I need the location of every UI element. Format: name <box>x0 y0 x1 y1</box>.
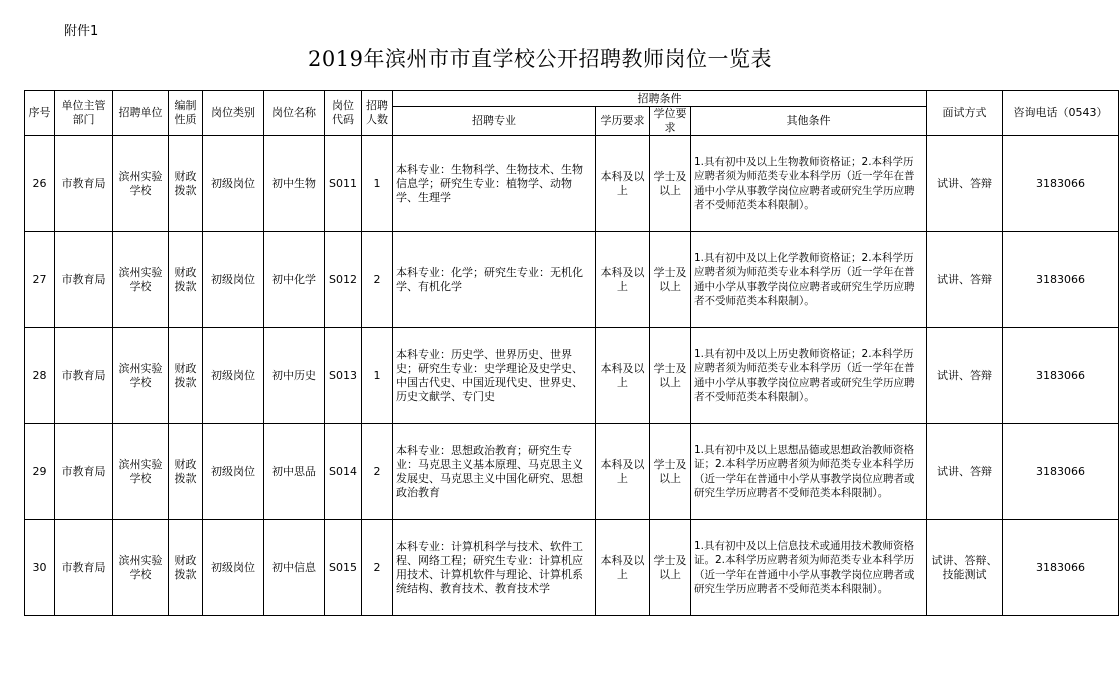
header-post-code: 岗位代码 <box>325 91 362 136</box>
header-interview: 面试方式 <box>927 91 1003 136</box>
cell-interview: 试讲、答辩 <box>927 232 1003 328</box>
cell-category: 初级岗位 <box>203 520 264 616</box>
header-education: 学历要求 <box>596 107 650 136</box>
table-row <box>25 424 1119 520</box>
cell-interview: 试讲、答辩 <box>927 328 1003 424</box>
cell-other: 1.具有初中及以上化学教师资格证；2.本科学历应聘者须为师范类专业本科学历（近一学年在普通中小学从事教学岗位应聘者或研究生学历应聘者不受师范类本科限制）。 <box>691 232 927 328</box>
cell-phone: 3183066 <box>1003 328 1119 424</box>
cell-dept: 市教育局 <box>55 136 113 232</box>
cell-category: 初级岗位 <box>203 136 264 232</box>
cell-phone: 3183066 <box>1003 232 1119 328</box>
header-post-name: 岗位名称 <box>264 91 325 136</box>
header-dept: 单位主管部门 <box>55 91 113 136</box>
cell-staffing: 财政拨款 <box>169 232 203 328</box>
cell-degree: 学士及以上 <box>650 232 691 328</box>
cell-unit: 滨州实验学校 <box>113 424 169 520</box>
cell-seq: 26 <box>25 136 55 232</box>
header-unit: 招聘单位 <box>113 91 169 136</box>
table-row <box>25 328 1119 424</box>
cell-interview: 试讲、答辩、技能测试 <box>927 520 1003 616</box>
table-row <box>25 136 1119 232</box>
header-major: 招聘专业 <box>393 107 596 136</box>
header-degree: 学位要求 <box>650 107 691 136</box>
cell-phone: 3183066 <box>1003 136 1119 232</box>
header-category: 岗位类别 <box>203 91 264 136</box>
cell-category: 初级岗位 <box>203 232 264 328</box>
attachment-label: 附件1 <box>64 24 99 39</box>
cell-category: 初级岗位 <box>203 424 264 520</box>
cell-staffing: 财政拨款 <box>169 424 203 520</box>
header-other: 其他条件 <box>691 107 927 136</box>
cell-post-name: 初中历史 <box>264 328 325 424</box>
cell-count: 1 <box>362 136 393 232</box>
cell-major: 本科专业：生物科学、生物技术、生物信息学；研究生专业：植物学、动物学、生理学 <box>393 136 596 232</box>
header-seq: 序号 <box>25 91 55 136</box>
header-conditions: 招聘条件 <box>393 91 927 107</box>
cell-post-name: 初中生物 <box>264 136 325 232</box>
cell-post-code: S013 <box>325 328 362 424</box>
cell-education: 本科及以上 <box>596 424 650 520</box>
cell-degree: 学士及以上 <box>650 328 691 424</box>
cell-other: 1.具有初中及以上思想品德或思想政治教师资格证；2.本科学历应聘者须为师范类专业本科学历（近一学年在普通中小学从事教学岗位应聘者或研究生学历应聘者不受师范类本科限制）。 <box>691 424 927 520</box>
cell-dept: 市教育局 <box>55 328 113 424</box>
cell-major: 本科专业：化学；研究生专业：无机化学、有机化学 <box>393 232 596 328</box>
header-staffing: 编制性质 <box>169 91 203 136</box>
cell-major: 本科专业：计算机科学与技术、软件工程、网络工程；研究生专业：计算机应用技术、计算机软件与理论、计算机系统结构、教育技术、教育技术学 <box>393 520 596 616</box>
cell-education: 本科及以上 <box>596 328 650 424</box>
table-row <box>25 232 1119 328</box>
header-phone: 咨询电话（0543） <box>1003 91 1119 136</box>
cell-post-name: 初中化学 <box>264 232 325 328</box>
cell-post-code: S011 <box>325 136 362 232</box>
cell-count: 1 <box>362 328 393 424</box>
cell-major: 本科专业：历史学、世界历史、世界史；研究生专业：史学理论及史学史、中国古代史、中国近现代史、世界史、历史文献学、专门史 <box>393 328 596 424</box>
cell-education: 本科及以上 <box>596 232 650 328</box>
cell-count: 2 <box>362 520 393 616</box>
cell-post-name: 初中思品 <box>264 424 325 520</box>
cell-post-code: S015 <box>325 520 362 616</box>
recruitment-table <box>24 90 1119 616</box>
cell-interview: 试讲、答辩 <box>927 424 1003 520</box>
cell-seq: 29 <box>25 424 55 520</box>
cell-staffing: 财政拨款 <box>169 136 203 232</box>
cell-degree: 学士及以上 <box>650 136 691 232</box>
cell-category: 初级岗位 <box>203 328 264 424</box>
cell-seq: 30 <box>25 520 55 616</box>
cell-interview: 试讲、答辩 <box>927 136 1003 232</box>
cell-education: 本科及以上 <box>596 520 650 616</box>
cell-other: 1.具有初中及以上历史教师资格证；2.本科学历应聘者须为师范类专业本科学历（近一学年在普通中小学从事教学岗位应聘者或研究生学历应聘者不受师范类本科限制）。 <box>691 328 927 424</box>
cell-other: 1.具有初中及以上信息技术或通用技术教师资格证。2.本科学历应聘者须为师范类专业本科学历（近一学年在普通中小学从事教学岗位应聘者或研究生学历应聘者不受师范类本科限制）。 <box>691 520 927 616</box>
cell-seq: 28 <box>25 328 55 424</box>
cell-dept: 市教育局 <box>55 520 113 616</box>
cell-staffing: 财政拨款 <box>169 328 203 424</box>
cell-education: 本科及以上 <box>596 136 650 232</box>
cell-phone: 3183066 <box>1003 520 1119 616</box>
cell-phone: 3183066 <box>1003 424 1119 520</box>
cell-unit: 滨州实验学校 <box>113 520 169 616</box>
cell-unit: 滨州实验学校 <box>113 232 169 328</box>
cell-post-name: 初中信息 <box>264 520 325 616</box>
cell-count: 2 <box>362 424 393 520</box>
cell-staffing: 财政拨款 <box>169 520 203 616</box>
page-title: 2019年滨州市市直学校公开招聘教师岗位一览表 <box>308 47 772 71</box>
cell-post-code: S014 <box>325 424 362 520</box>
cell-degree: 学士及以上 <box>650 520 691 616</box>
cell-major: 本科专业：思想政治教育；研究生专业：马克思主义基本原理、马克思主义发展史、马克思主义中国化研究、思想政治教育 <box>393 424 596 520</box>
cell-dept: 市教育局 <box>55 232 113 328</box>
table-row <box>25 520 1119 616</box>
cell-degree: 学士及以上 <box>650 424 691 520</box>
cell-seq: 27 <box>25 232 55 328</box>
cell-post-code: S012 <box>325 232 362 328</box>
cell-unit: 滨州实验学校 <box>113 136 169 232</box>
cell-other: 1.具有初中及以上生物教师资格证；2.本科学历应聘者须为师范类专业本科学历（近一学年在普通中小学从事教学岗位应聘者或研究生学历应聘者不受师范类本科限制）。 <box>691 136 927 232</box>
cell-unit: 滨州实验学校 <box>113 328 169 424</box>
header-count: 招聘人数 <box>362 91 393 136</box>
cell-count: 2 <box>362 232 393 328</box>
cell-dept: 市教育局 <box>55 424 113 520</box>
